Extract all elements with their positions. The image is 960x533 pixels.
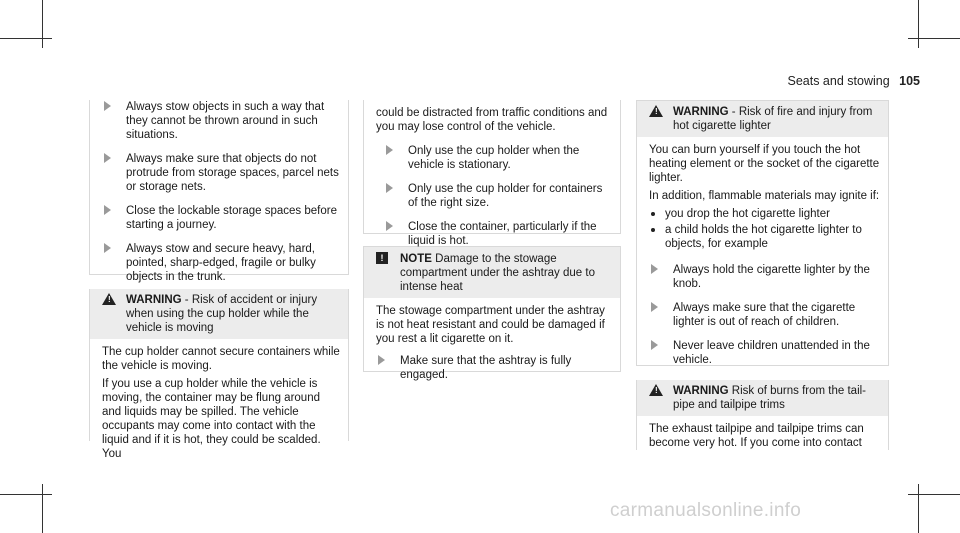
section-title: Seats and stowing [787, 74, 890, 88]
crop-mark [908, 38, 960, 39]
step-arrow-icon [104, 243, 111, 253]
bullet-item: you drop the hot cigarette lighter [637, 207, 888, 221]
step-arrow-icon [104, 205, 111, 215]
step-item: Only use the cup holder for containers of the right size. [372, 182, 612, 210]
running-header [788, 74, 921, 88]
crop-mark [42, 0, 43, 48]
step-list [89, 100, 349, 283]
crop-mark [0, 494, 52, 495]
bullet-item: a child holds the hot cigarette lighter to objects, for example [637, 223, 888, 251]
warning-header: ! WARNING - Risk of fire and injury from hot cigarette lighter [637, 101, 888, 137]
step-item: Always make sure that the cigarette lighter is out of reach of children. [637, 301, 888, 329]
note-header: ! NOTE Damage to the stowage compartment under the ashtray due to intense heat [364, 247, 620, 298]
warning-paragraph: The cup holder cannot secure containers while the vehicle is moving. [102, 346, 340, 372]
step-item: Only use the cup holder when the vehicle is stationary. [372, 144, 612, 172]
crop-mark [918, 0, 919, 48]
step-arrow-icon [386, 183, 393, 193]
note-paragraph: The stowage compartment under the ashtray is not heat resistant and could be damaged if you rest a lit cigarette on it. [376, 305, 605, 345]
step-arrow-icon [386, 145, 393, 155]
warning-box [636, 100, 889, 366]
step-item: Always stow and secure heavy, hard, pointed, sharp-edged, fragile or bulky objects in the trunk. [90, 242, 348, 284]
note-box [363, 246, 621, 381]
column-3 [636, 100, 889, 450]
page-number: 105 [899, 74, 920, 88]
step-item: Always hold the cigarette lighter by the knob. [637, 263, 888, 291]
step-item: Close the container, particularly if the liquid is hot. [372, 220, 612, 248]
warning-paragraph: You can burn yourself if you touch the hot heating element or the socket of the cigarette lighter. [649, 144, 880, 184]
warning-box [89, 289, 349, 460]
step-item: Close the lockable storage spaces before starting a journey. [90, 204, 348, 232]
continuation-text: could be distracted from traffic conditions and you may lose control of the vehicle. [376, 107, 608, 133]
warning-triangle-icon: ! [649, 384, 663, 396]
step-arrow-icon [651, 264, 658, 274]
warning-box [636, 380, 889, 450]
step-item: Make sure that the ashtray is fully engaged. [364, 354, 620, 382]
step-item: Always make sure that objects do not protrude from storage spaces, parcel nets or storage nets. [90, 152, 348, 194]
step-arrow-icon [651, 340, 658, 350]
watermark: carmanualsonline.info [610, 500, 802, 521]
column-2 [363, 100, 621, 381]
column-1 [89, 100, 349, 460]
step-arrow-icon [386, 221, 393, 231]
warning-paragraph: If you use a cup holder while the vehicle is moving, the container may be flung around and liquids may be spilled. The vehicle occupants may come into contact with the liquid and if it is hot, they could be scalded. You [102, 378, 321, 460]
warning-header: ! WARNING - Risk of accident or injury when using the cup holder while the vehicle is moving [90, 289, 348, 339]
warning-paragraph: The exhaust tailpipe and tailpipe trims can become very hot. If you come into contact [649, 423, 864, 449]
step-arrow-icon [378, 355, 385, 365]
step-arrow-icon [104, 153, 111, 163]
step-item: Never leave children unattended in the vehicle. [637, 339, 888, 367]
step-arrow-icon [651, 302, 658, 312]
warning-paragraph: In addition, flammable materials may ignite if: [649, 190, 880, 202]
warning-triangle-icon: ! [102, 293, 116, 305]
warning-triangle-icon: ! [649, 105, 663, 117]
crop-mark [918, 484, 919, 533]
crop-mark [0, 38, 52, 39]
note-icon: ! [376, 252, 388, 264]
crop-mark [42, 484, 43, 533]
warning-continuation-box [363, 100, 621, 247]
warning-header: ! WARNING Risk of burns from the tail-pipe and tailpipe trims [637, 380, 888, 416]
step-arrow-icon [104, 101, 111, 111]
crop-mark [908, 494, 960, 495]
step-item: Always stow objects in such a way that they cannot be thrown around in such situations. [90, 100, 348, 142]
